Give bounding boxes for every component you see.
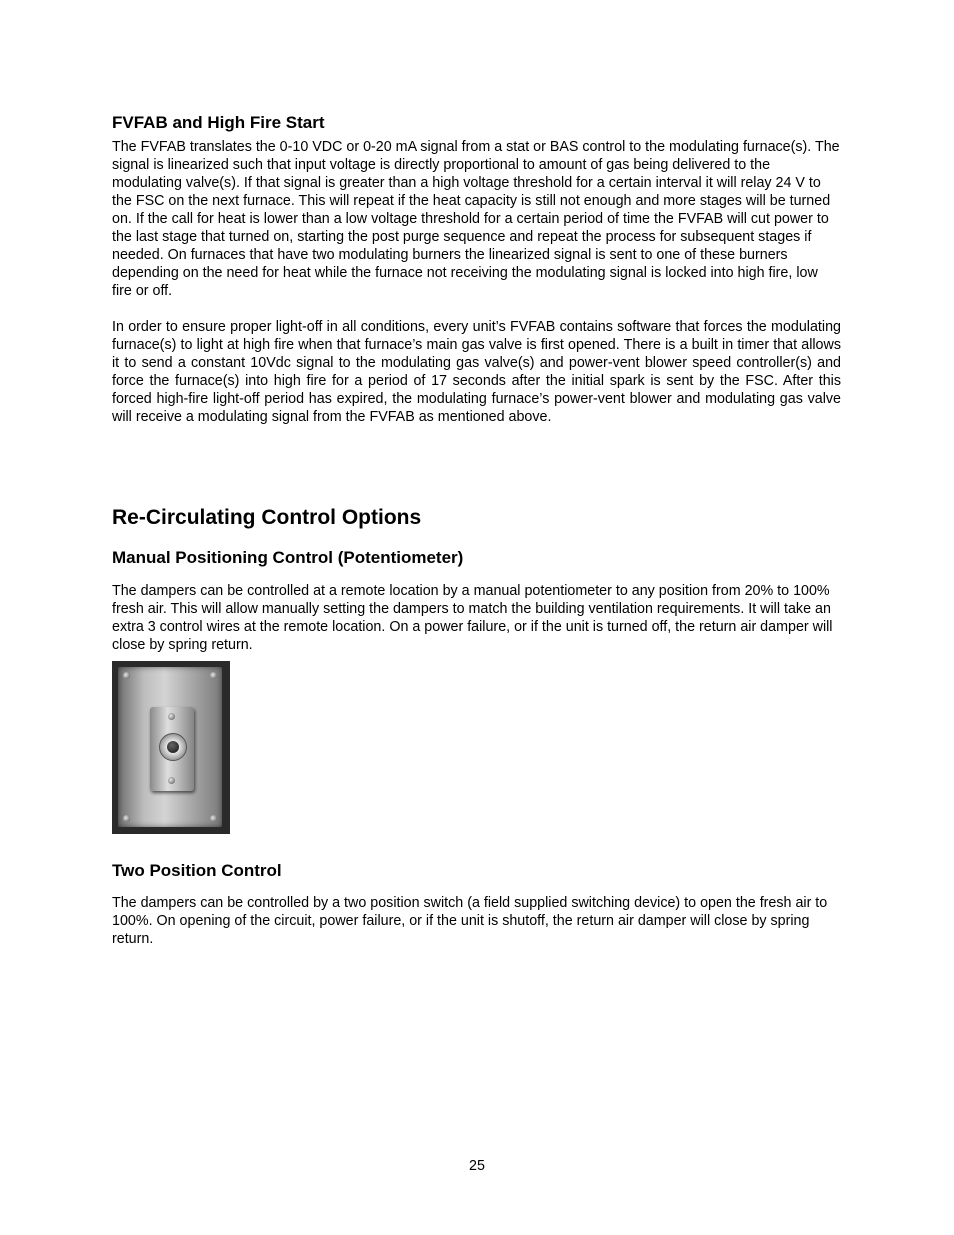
potentiometer-photo <box>112 661 230 834</box>
screw-icon <box>168 777 175 784</box>
paragraph-manual-positioning: The dampers can be controlled at a remote location by a manual potentiometer to any position from 20% to 100% fresh air. This will allow manually setting the dampers to match the building ventilation requirements. It will take an extra 3 control wires at the remote location. On a power failure, or if the unit is turned off, the return air damper will close by spring return. <box>112 583 833 653</box>
knob-icon <box>167 741 179 753</box>
section-heading-fvfab: FVFAB and High Fire Start <box>112 113 325 132</box>
screw-icon <box>123 815 130 822</box>
paragraph-fvfab-description: The FVFAB translates the 0-10 VDC or 0-20 mA signal from a stat or BAS control to the modulating furnace(s). The signal is linearized such that input voltage is directly proportional to amount of gas being delivered to the modulating valve(s). If that signal is greater than a high voltage threshold for a certain interval it will relay 24 V to the FSC on the next furnace. This will repeat if the heat capacity is still not enough and more stages will be turned on. If the call for heat is lower than a low voltage threshold for a certain period of time the FVFAB will cut power to the last stage that turned on, starting the post purge sequence and repeat the process for subsequent stages if needed. On furnaces that have two modulating burners the linearized signal is sent to one of these burners depending on the need for heat while the furnace not receiving the modulating signal is locked into high fire, low fire or off. <box>112 139 840 299</box>
potentiometer-cover <box>150 707 194 791</box>
paragraph-two-position: The dampers can be controlled by a two position switch (a field supplied switching device) to open the fresh air to 100%. On opening of the circuit, power failure, or if the unit is shutoff, the return air damper will close by spring return. <box>112 895 828 947</box>
paragraph-high-fire-start: In order to ensure proper light-off in all conditions, every unit’s FVFAB contains software that forces the modulating furnace(s) to light at high fire when that furnace’s main gas valve is first opened. There is a built in timer that allows it to send a constant 10Vdc signal to the modulating gas valve(s) and power-vent blower speed controller(s) and force the furnace(s) into high fire for a period of 17 seconds after the initial spark is sent by the FSC. After this forced high-fire light-off period has expired, the modulating furnace’s power-vent blower and modulating gas valve will receive a modulating signal from the FVFAB as mentioned above. <box>112 319 841 425</box>
screw-icon <box>123 672 130 679</box>
screw-icon <box>168 713 175 720</box>
section-heading-recirculating: Re-Circulating Control Options <box>112 506 422 529</box>
subheading-manual-positioning: Manual Positioning Control (Potentiometer) <box>112 548 464 567</box>
screw-icon <box>210 672 217 679</box>
dial-ring <box>159 733 187 761</box>
page-number: 25 <box>469 1158 485 1174</box>
screw-icon <box>210 815 217 822</box>
subheading-two-position: Two Position Control <box>112 861 282 880</box>
wall-plate <box>118 667 222 827</box>
